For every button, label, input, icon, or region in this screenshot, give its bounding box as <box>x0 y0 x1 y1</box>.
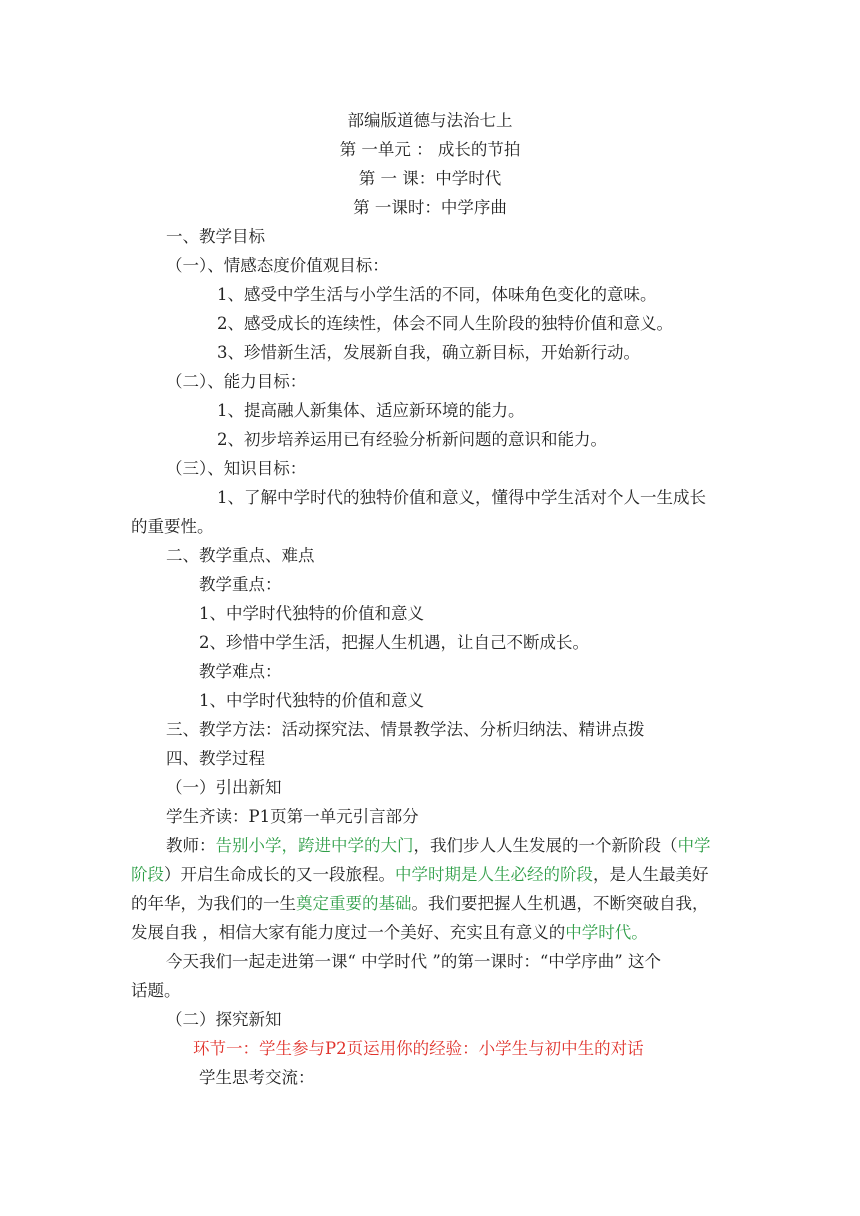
subsection-heading: （二）、能力目标： <box>166 372 307 391</box>
list-item: 2、感受成长的连续性，体会不同人生阶段的独特价值和意义。 <box>217 314 673 333</box>
highlight-text: 中学 <box>677 836 711 855</box>
speaker-label: 教师： <box>166 836 216 855</box>
highlight-text: 阶段 <box>131 865 164 884</box>
section-heading: 二、教学重点、难点 <box>166 546 315 565</box>
subsection-heading: （一）引出新知 <box>166 778 282 797</box>
teacher-paragraph-line <box>131 893 731 915</box>
subsection-heading: （一）、情感态度价值观目标： <box>166 256 389 275</box>
paragraph-line: 话题。 <box>131 981 181 1000</box>
list-item: 1、中学时代独特的价值和意义 <box>199 691 424 710</box>
text-run: ，是人生最美好 <box>593 865 709 884</box>
unit-title: 第 一单元 ： 成长的节拍 <box>339 140 521 159</box>
text-run: 。我们要把握人生机遇，不断突破自我， <box>411 894 709 913</box>
list-item: 1、提高融人新集体、适应新环境的能力。 <box>217 401 525 420</box>
list-item: 1、了解中学时代的独特价值和意义，懂得中学生活对个人一生成长 <box>217 488 706 507</box>
key-points-label: 教学重点： <box>199 575 282 594</box>
highlight-text: 中学时期是人生必经的阶段 <box>395 865 593 884</box>
paragraph-line: 学生思考交流： <box>199 1068 315 1087</box>
list-item-continuation: 的重要性。 <box>131 517 214 536</box>
paragraph-line: 今天我们一起走进第一课“ 中学时代 ”的第一课时：“中学序曲” 这个 <box>166 952 661 971</box>
section-heading: 四、教学过程 <box>166 749 265 768</box>
subsection-heading: （三）、知识目标： <box>166 459 307 478</box>
activity-step-heading: 环节一：学生参与P2页运用你的经验：小学生与初中生的对话 <box>193 1039 644 1058</box>
difficult-points-label: 教学难点： <box>199 662 282 681</box>
section-heading: 一、教学目标 <box>166 227 265 246</box>
text-run: 发展自我 ，相信大家有能力度过一个美好、充实且有意义的 <box>131 923 566 942</box>
doc-title: 部编版道德与法治七上 <box>347 111 513 130</box>
list-item: 3、珍惜新生活，发展新自我，确立新目标，开始新行动。 <box>217 343 640 362</box>
highlight-text: 奠定重要的基础 <box>296 894 412 913</box>
list-item: 1、中学时代独特的价值和意义 <box>199 604 424 623</box>
teacher-paragraph-line <box>131 864 731 886</box>
teaching-methods: 三、教学方法：活动探究法、情景教学法、分析归纳法、精讲点拨 <box>166 720 645 739</box>
list-item: 1、感受中学生活与小学生活的不同，体味角色变化的意味。 <box>217 285 657 304</box>
text-run: 的年华，为我们的一生 <box>131 894 296 913</box>
teacher-paragraph-line <box>131 922 648 944</box>
text-run: ）开启生命成长的又一段旅程。 <box>164 865 395 884</box>
lesson-title: 第 一 课：中学时代 <box>358 169 502 188</box>
paragraph-line: 学生齐读：P1页第一单元引言部分 <box>166 807 419 826</box>
highlight-text: 告别小学，跨进中学的大门 <box>215 836 414 855</box>
subsection-heading: （二）探究新知 <box>166 1010 282 1029</box>
highlight-text: 中学时代。 <box>565 923 648 942</box>
period-title: 第 一课时：中学序曲 <box>353 198 507 217</box>
list-item: 2、初步培养运用已有经验分析新问题的意识和能力。 <box>217 430 607 449</box>
teacher-paragraph-line <box>166 835 731 857</box>
text-run: ，我们步人人生发展的一个新阶段（ <box>413 836 678 855</box>
list-item: 2、珍惜中学生活，把握人生机遇，让自己不断成长。 <box>199 633 589 652</box>
